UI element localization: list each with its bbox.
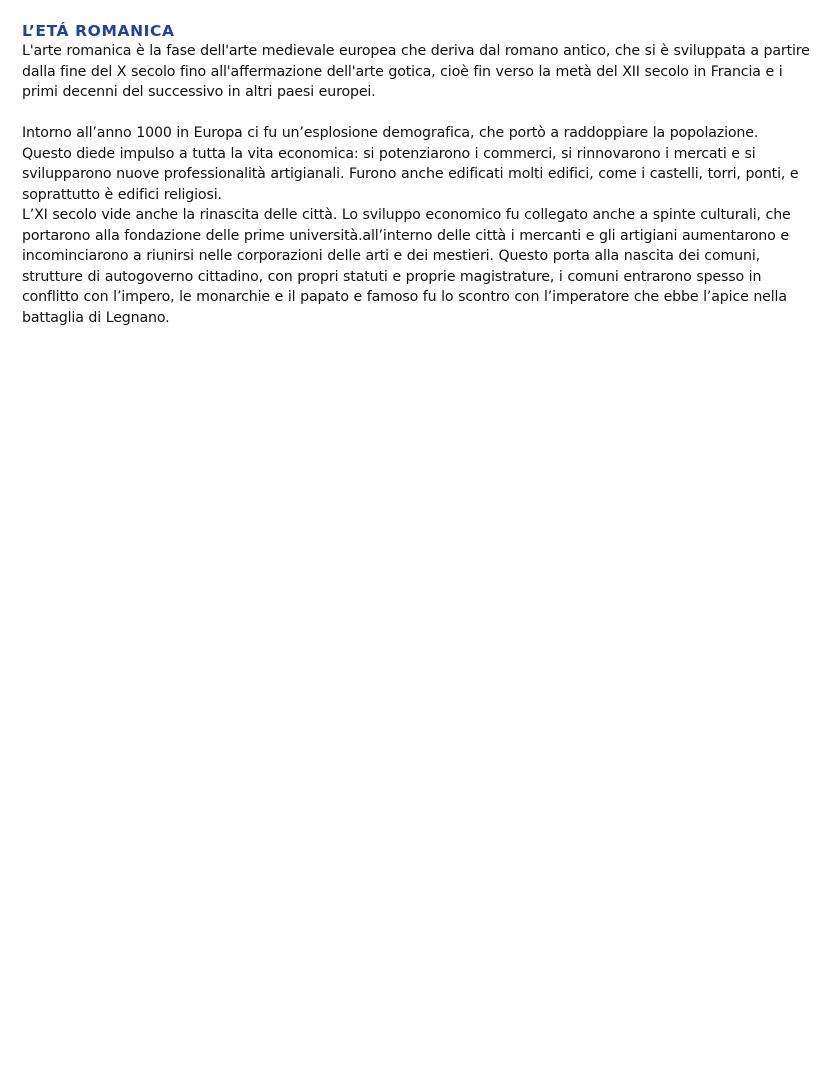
paragraph-cities: L’XI secolo vide anche la rinascita delle città. Lo sviluppo economico fu collegato anche a spinte culturali, che portarono alla fondazione delle prime università.all’interno delle città i mercanti e gli artigiani aumentarono e incominciarono a riunirsi nelle corporazioni delle arti e dei mestieri. Questo porta alla nascita dei comuni, strutture di autogoverno cittadino, con propri statuti e proprie magistrature, i comuni entrarono spesso in conflitto con l’impero, le monarchie e il papato e famoso fu lo scontro con l’imperatore che ebbe l’apice nella battaglia di Legnano. [22, 207, 791, 326]
paragraph-demographics: Intorno all’anno 1000 in Europa ci fu un’esplosione demografica, che portò a raddoppiare la popolazione. Questo diede impulso a tutta la vita economica: si potenziarono i commerci, si rinnovarono i mercati e si svilupparono nuove professionalità artigianali. Furono anche edificati molti edifici, come i castelli, torri, ponti, e soprattutto è edifici religiosi. [22, 125, 799, 203]
paragraph-intro: L'arte romanica è la fase dell'arte medievale europea che deriva dal romano antico, che si è sviluppata a partire dalla fine del X secolo fino all'affermazione dell'arte gotica, cioè fin verso la metà del XII secolo in Francia e i primi decenni del successivo in altri paesi europei. [22, 43, 810, 100]
page-title: L’ETÁ ROMANICA [22, 22, 175, 40]
paragraph-spacer [22, 103, 812, 124]
document-page [22, 21, 812, 328]
